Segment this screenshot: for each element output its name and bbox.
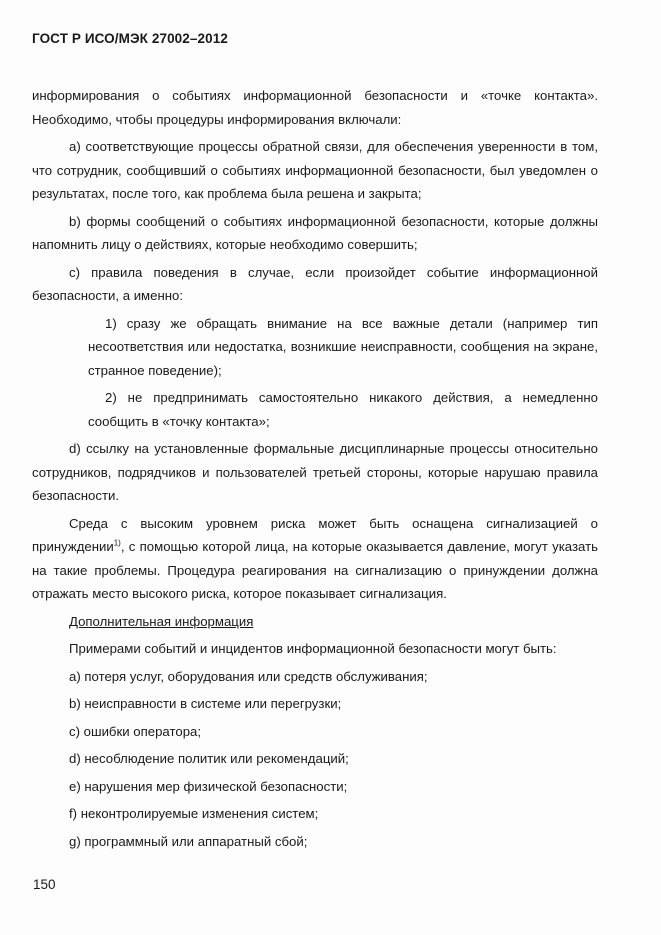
example-item: d) несоблюдение политик или рекомендаций;	[69, 751, 349, 766]
example-item: e) нарушения мер физической безопасности;	[69, 778, 348, 794]
footnote-ref: 1)	[113, 538, 121, 548]
example-item: c) ошибки оператора;	[69, 723, 202, 739]
example-item: b) неисправности в системе или перегрузки;	[69, 696, 342, 711]
list-item-a: a) соответствующие процессы обратной связи, для обеспечения уверенности в том, что сотрудник, сообщивший о событиях информационной безопасности, был уведомлен о результатах, после того, как проблема была решена и закрыта;	[32, 139, 598, 201]
section-heading	[32, 610, 598, 634]
duress-text-start: Среда с высоким уровнем риска может быть оснащена сигнализацией о принуждении	[32, 515, 598, 554]
paragraph-duress	[32, 512, 598, 606]
sub-item-2: 2) не предпринимать самостоятельно никакого действия, а немедленно сообщить в «точку контакта»;	[88, 390, 598, 429]
document-body	[32, 84, 598, 857]
example-item: f) неконтролируемые изменения систем;	[69, 806, 319, 821]
sub-item-1: 1) сразу же обращать внимание на все важные детали (например тип несоответствия или недостатка, возникшие неисправности, сообщения на экране, странное поведение);	[88, 315, 598, 378]
paragraph-intro	[32, 84, 598, 131]
intro-line-2: Необходимо, чтобы процедуры информирования включали:	[32, 111, 402, 127]
duress-text-end: , с помощью которой лица, на которые оказывается давление, могут указать на такие проблемы. Процедура реагирования на сигнализацию о принуждении должна отражать место высокого риска, которое показывает сигнализация.	[32, 539, 598, 601]
example-item: g) программный или аппаратный сбой;	[69, 833, 308, 849]
example-item: a) потеря услуг, оборудования или средств обслуживания;	[69, 668, 428, 684]
examples-intro: Примерами событий и инцидентов информационной безопасности могут быть:	[69, 641, 557, 656]
extra-info-heading: Дополнительная информация	[69, 613, 254, 629]
page-number: 150	[33, 877, 56, 892]
intro-line-1: информирования о событиях информационной безопасности и «точке контакта».	[32, 88, 598, 103]
list-item-c: c) правила поведения в случае, если произойдет событие информационной безопасности, а именно:	[32, 264, 598, 303]
document-header: ГОСТ Р ИСО/МЭК 27002–2012	[32, 31, 228, 46]
list-item-d: d) ссылку на установленные формальные дисциплинарные процессы относительно сотрудников, подрядчиков и пользователей третьей стороны, которые нарушаю правила безопасности.	[32, 441, 598, 503]
list-item-b: b) формы сообщений о событиях информационной безопасности, которые должны напомнить лицу о действиях, которые необходимо совершить;	[32, 213, 598, 252]
